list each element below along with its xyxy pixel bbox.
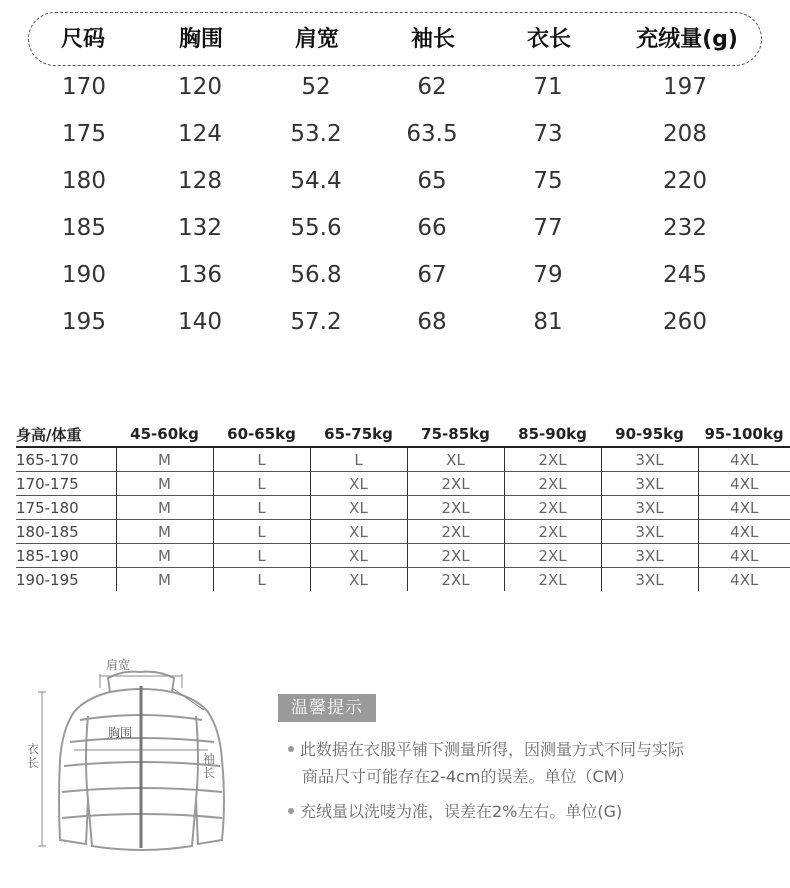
cell: 3XL xyxy=(601,544,698,568)
cell: 66 xyxy=(417,215,447,241)
cell: 71 xyxy=(533,74,563,100)
cell: M xyxy=(116,544,213,568)
cell: 136 xyxy=(178,262,222,288)
cell: 208 xyxy=(663,121,707,147)
cell: M xyxy=(116,520,213,544)
tip-text: 充绒量以洗唛为准，误差在2%左右。单位(G) xyxy=(300,802,623,821)
cell: 170 xyxy=(62,74,106,100)
header-shoulder: 肩宽 xyxy=(294,27,340,52)
cell: 4XL xyxy=(698,520,790,544)
table-row xyxy=(16,447,790,472)
cell: 79 xyxy=(533,262,563,288)
cell: XL xyxy=(310,472,407,496)
cell: XL xyxy=(407,447,504,472)
cell: 4XL xyxy=(730,570,759,589)
cell: L xyxy=(213,568,310,592)
cell: 132 xyxy=(178,215,222,241)
cell: 81 xyxy=(533,309,563,335)
cell: L xyxy=(213,520,310,544)
cell: 220 xyxy=(663,168,707,194)
cell: L xyxy=(213,496,310,520)
cell: 185 xyxy=(62,215,106,241)
tip-measurement xyxy=(288,736,684,763)
cell: 2XL xyxy=(504,447,601,472)
cell: 124 xyxy=(178,121,222,147)
size-table-header xyxy=(28,12,762,66)
header-weight-range: 65-75kg xyxy=(310,422,407,447)
cell: 2XL xyxy=(504,568,601,592)
cell: 4XL xyxy=(698,447,790,472)
cell: 2XL xyxy=(407,496,504,520)
cell: 3XL xyxy=(601,447,698,472)
table-row xyxy=(16,520,790,544)
cell: 65 xyxy=(417,168,447,194)
jacket-measurement-diagram xyxy=(22,650,242,860)
tips-title: 温馨提示 xyxy=(278,694,376,722)
cell: XL xyxy=(310,568,407,592)
cell: 2XL xyxy=(504,496,601,520)
cell: 3XL xyxy=(601,496,698,520)
table-row xyxy=(0,255,790,295)
cell: 54.4 xyxy=(290,168,342,194)
header-weight-range: 95-100kg xyxy=(698,422,790,447)
cell: M xyxy=(116,496,213,520)
height-range: 175-180 xyxy=(16,496,116,520)
cell: 2XL xyxy=(407,544,504,568)
cell: XL xyxy=(310,520,407,544)
cell: 4XL xyxy=(698,496,790,520)
cell: 3XL xyxy=(601,568,698,592)
cell: 180 xyxy=(62,168,106,194)
cell: 128 xyxy=(178,168,222,194)
cell: M xyxy=(116,568,213,592)
cell: 77 xyxy=(533,215,563,241)
cell: 56.8 xyxy=(290,262,342,288)
table-row xyxy=(16,496,790,520)
header-weight-range: 75-85kg xyxy=(407,422,504,447)
header-chest: 胸围 xyxy=(178,27,224,52)
tip-measurement-cont: 商品尺寸可能存在2-4cm的误差。单位（CM） xyxy=(302,767,634,786)
table-row xyxy=(0,161,790,201)
cell: 245 xyxy=(663,262,707,288)
cell: 195 xyxy=(62,309,106,335)
tip-down-fill xyxy=(288,798,622,825)
shoulder-width-label: 肩宽 xyxy=(106,658,131,672)
header-weight-range: 45-60kg xyxy=(116,422,213,447)
cell: 232 xyxy=(663,215,707,241)
cell: 63.5 xyxy=(406,121,458,147)
height-range: 185-190 xyxy=(16,544,116,568)
cell: 53.2 xyxy=(290,121,342,147)
sleeve-length-label: 袖长 xyxy=(202,752,215,780)
header-weight-range: 90-95kg xyxy=(601,422,698,447)
cell: 52 xyxy=(301,74,331,100)
table-row xyxy=(16,472,790,496)
table-row xyxy=(16,544,790,568)
height-range: 190-195 xyxy=(16,568,116,592)
cell: 120 xyxy=(178,74,222,100)
cell: 140 xyxy=(178,309,222,335)
cell: 75 xyxy=(533,168,563,194)
header-height-weight: 身高/体重 xyxy=(16,422,116,447)
cell: 2XL xyxy=(504,472,601,496)
cell: 62 xyxy=(417,74,447,100)
cell: 3XL xyxy=(601,472,698,496)
header-length: 衣长 xyxy=(526,27,572,52)
cell: 260 xyxy=(663,309,707,335)
cell: 2XL xyxy=(504,520,601,544)
table-row xyxy=(0,67,790,107)
table-header-row xyxy=(16,422,790,447)
cell: 68 xyxy=(417,309,447,335)
body-length-label: 衣长 xyxy=(26,742,39,770)
cell: L xyxy=(213,472,310,496)
cell: 57.2 xyxy=(290,309,342,335)
header-down-fill: 充绒量(g) xyxy=(636,27,738,52)
cell: M xyxy=(116,472,213,496)
cell: XL xyxy=(310,496,407,520)
cell: 2XL xyxy=(407,472,504,496)
height-range: 170-175 xyxy=(16,472,116,496)
table-row xyxy=(0,302,790,342)
cell: 175 xyxy=(62,121,106,147)
table-row xyxy=(16,568,790,592)
bullet-icon xyxy=(288,746,294,752)
bullet-icon xyxy=(288,808,294,814)
cell: 2XL xyxy=(407,520,504,544)
cell: L xyxy=(310,447,407,472)
cell: 190 xyxy=(62,262,106,288)
cell: 4XL xyxy=(698,544,790,568)
table-row xyxy=(0,208,790,248)
header-size: 尺码 xyxy=(60,27,106,52)
cell: 4XL xyxy=(698,472,790,496)
header-weight-range: 85-90kg xyxy=(504,422,601,447)
height-range: 180-185 xyxy=(16,520,116,544)
cell: L xyxy=(213,544,310,568)
cell: L xyxy=(213,447,310,472)
header-sleeve: 袖长 xyxy=(410,27,456,52)
cell: 73 xyxy=(533,121,563,147)
cell: 55.6 xyxy=(290,215,342,241)
header-weight-range: 60-65kg xyxy=(213,422,310,447)
chest-label: 胸围 xyxy=(108,726,133,740)
cell: 197 xyxy=(663,74,707,100)
tip-text: 此数据在衣服平铺下测量所得，因测量方式不同与实际 xyxy=(300,740,685,759)
weight-size-table xyxy=(16,422,790,591)
cell: 2XL xyxy=(504,544,601,568)
cell: M xyxy=(116,447,213,472)
height-range: 165-170 xyxy=(16,447,116,472)
cell: XL xyxy=(310,544,407,568)
cell: 67 xyxy=(417,262,447,288)
cell: 3XL xyxy=(601,520,698,544)
cell: 2XL xyxy=(407,568,504,592)
table-row xyxy=(0,114,790,154)
